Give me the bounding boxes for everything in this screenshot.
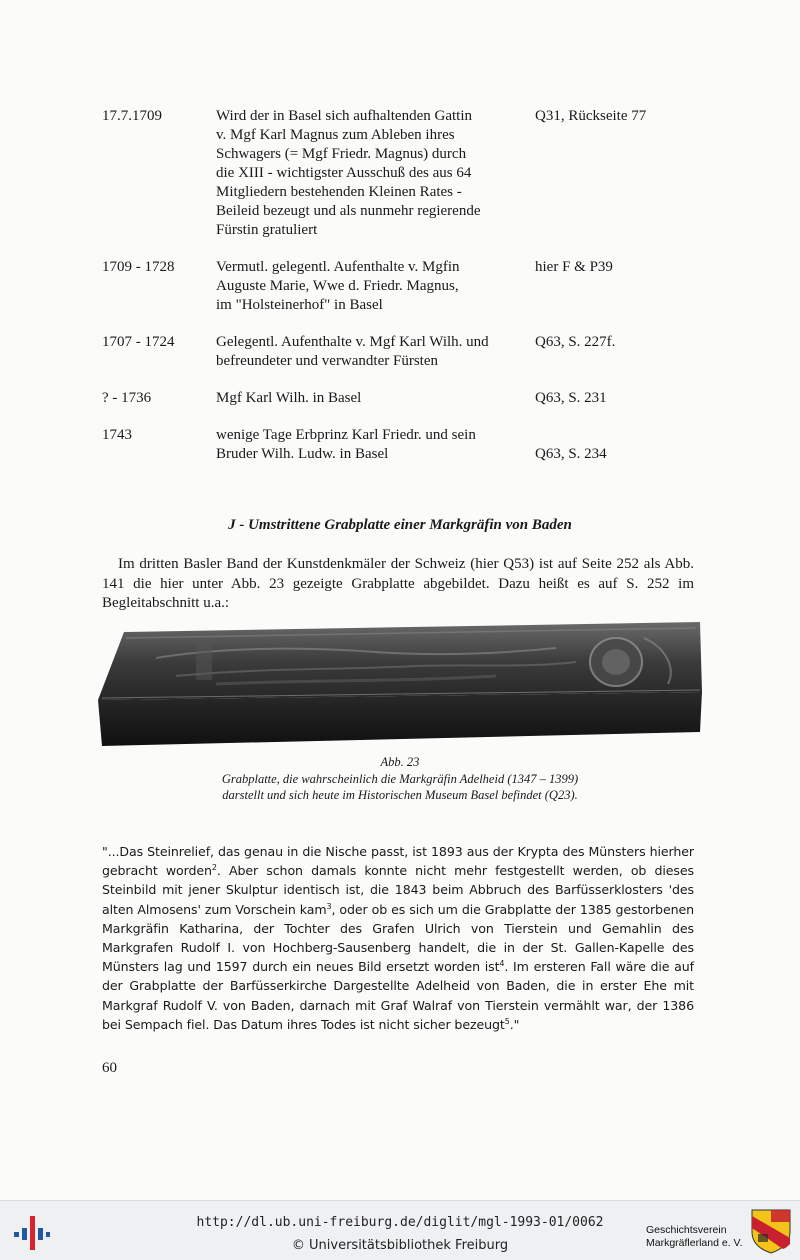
figure-label: Abb. 23 — [380, 755, 420, 769]
row-date: 17.7.1709 — [102, 108, 162, 124]
intro-paragraph: Im dritten Basler Band der Kunstdenkmäler der Schweiz (hier Q53) ist auf Seite 252 als Abb. 141 die hier unter Abb. 23 gezeigte Grabplatte abgebildet. Dazu heißt es auf S. 252 im Begleitabschnitt u.a.: — [102, 556, 694, 611]
quote-text: , oder ob es sich um die Grabplatte der 1385 gestorbenen Markgräfin Katharina, der Tochter des Grafen Ulrich von Tierstein und Gemahlin des Markgrafen Rudolf I. von Hochberg-Sausenberg handelt, die in der St. Gallen-Kapelle des Münsters lag und 1597 durch ein neues Bild ersetzt worden ist — [102, 901, 694, 975]
row-source: hier F & P39 — [535, 259, 613, 275]
caption-line: Grabplatte, die wahrscheinlich die Markgräfin Adelheid (1347 – 1399) — [221, 771, 579, 786]
grave-slab-photo — [96, 618, 704, 748]
figure-caption — [0, 754, 800, 804]
row-date: ? - 1736 — [102, 390, 152, 406]
footer-bar — [0, 1200, 800, 1260]
row-source: Q63, S. 227f. — [535, 334, 616, 350]
row-text: Gelegentl. Aufenthalte v. Mgf Karl Wilh. und befreundeter und verwandter Fürsten — [216, 334, 489, 369]
quote-text: . Im ersteren Fall wäre die auf der Grabplatte der Barfüsserkirche Dargestellte Adelheid von Baden, die in erster Ehe mit Markgraf Rudolf V. von Baden, darnach mit Graf Walraf von Tierstein vermählt war, der 1386 bei Sempach fiel. Das Datum ihres Todes ist nicht sicher bezeugt — [102, 959, 694, 1032]
publisher-line: Geschichtsverein — [646, 1224, 727, 1236]
row-date: 1707 - 1724 — [102, 334, 175, 350]
permalink-url[interactable]: http://dl.ub.uni-freiburg.de/diglit/mgl-1993-01/0062 — [196, 1215, 604, 1230]
publisher-name — [646, 1224, 743, 1250]
quote-text: ." — [509, 1016, 520, 1032]
row-text: Wird der in Basel sich aufhaltenden Gattin v. Mgf Karl Magnus zum Ableben ihres Schwagers (= Mgf Friedr. Magnus) durch die XIII - wichtigster Ausschuß des aus 64 Mitgliedern bestehenden Kleinen Rates - Beileid bezeugt und als nunmehr regierende Fürstin gratuliert — [216, 108, 481, 238]
copyright-notice: © Universitätsbibliothek Freiburg — [291, 1238, 509, 1253]
row-text: wenige Tage Erbprinz Karl Friedr. und sein Bruder Wilh. Ludw. in Basel — [216, 427, 476, 462]
row-source: Q63, S. 234 — [535, 446, 607, 462]
quote-text: "...Das Steinrelief, das genau in die Nische passt, ist 1893 aus der Krypta des Münsters hierher gebracht worden — [102, 844, 694, 879]
caption-line: darstellt und sich heute im Historischen Museum Basel befindet (Q23). — [222, 788, 578, 802]
page-number: 60 — [102, 1060, 117, 1076]
footnote-ref: 2 — [211, 863, 217, 873]
publisher-line: Markgräflerland e. V. — [646, 1237, 743, 1249]
row-date: 1743 — [102, 427, 132, 443]
footnote-ref: 4 — [499, 959, 505, 969]
row-date: 1709 - 1728 — [102, 259, 175, 275]
row-text: Vermutl. gelegentl. Aufenthalte v. Mgfin Auguste Marie, Wwe d. Friedr. Magnus, im "Holsteinerhof" in Basel — [216, 259, 460, 313]
row-source: Q63, S. 231 — [535, 390, 607, 406]
quoted-passage — [102, 842, 694, 1034]
row-source: Q31, Rückseite 77 — [535, 108, 647, 124]
footnote-ref: 3 — [326, 901, 332, 911]
row-text: Mgf Karl Wilh. in Basel — [216, 390, 362, 406]
quote-text: . Aber schon damals konnte nicht mehr festgestellt werden, ob dieses Steinbild mit jener Skulptur identisch ist, die 1843 beim Abbruch des Barfüsserklosters 'des alten Almosens' zum Vorschein kam — [102, 863, 694, 917]
coat-of-arms-icon — [750, 1208, 792, 1254]
section-heading: J - Umstrittene Grabplatte einer Markgräfin von Baden — [228, 517, 572, 533]
footnote-ref: 5 — [504, 1016, 510, 1026]
